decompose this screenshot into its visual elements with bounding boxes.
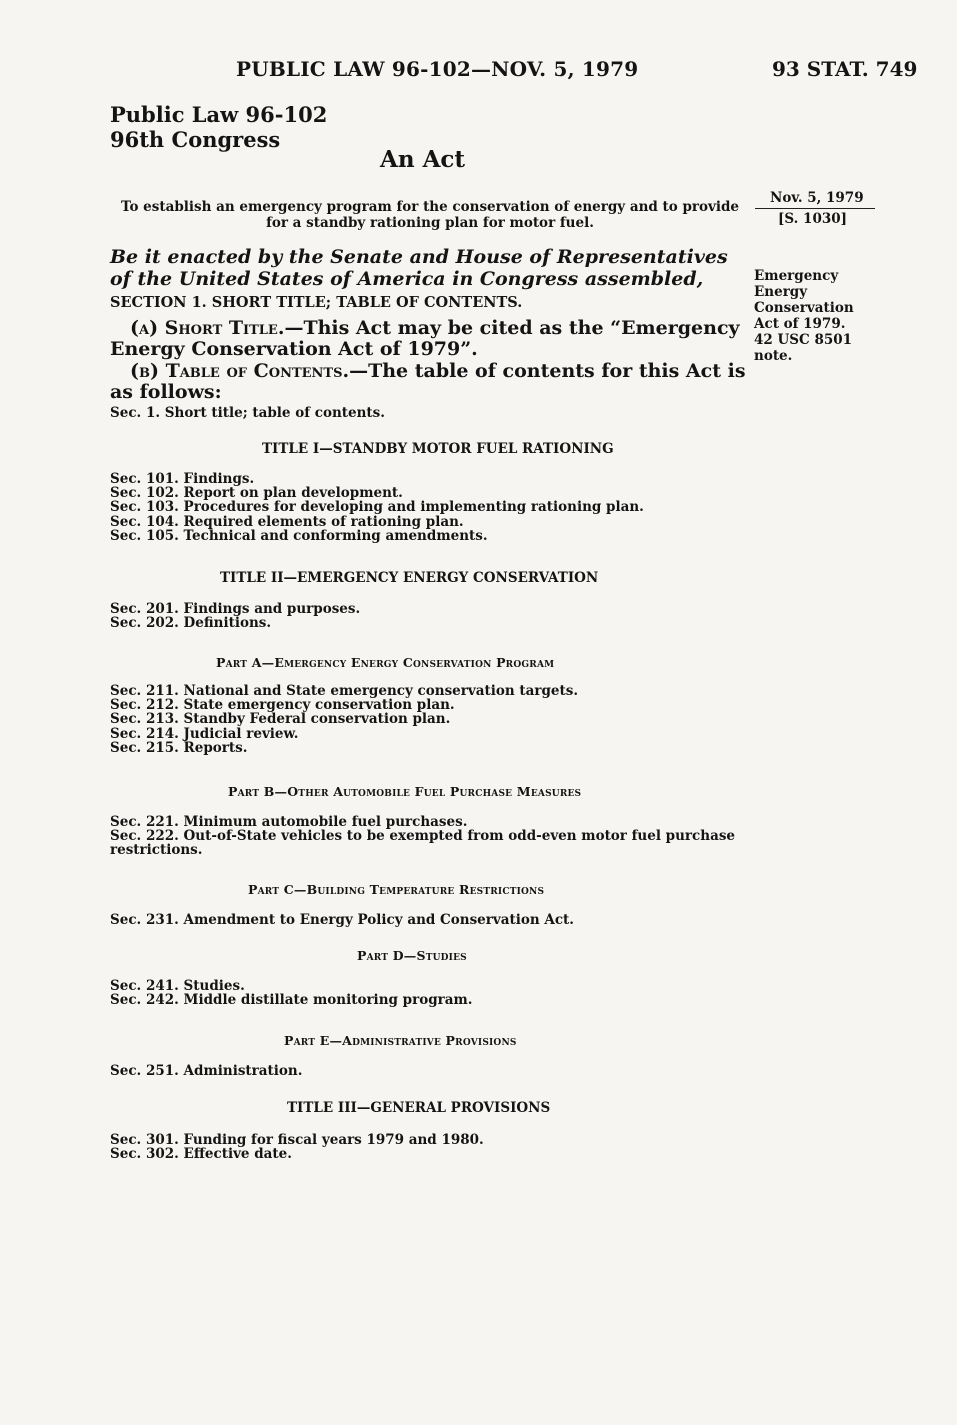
toc-section-number: Sec. 241. (110, 978, 179, 994)
toc-row (110, 741, 578, 755)
toc-row (110, 472, 644, 486)
toc-section-title: Studies. (183, 978, 245, 994)
toc-section-title: Funding for fiscal years 1979 and 1980. (183, 1132, 484, 1148)
margin-rule (755, 208, 875, 209)
toc-row (110, 616, 360, 630)
toc-section-number: Sec. 102. (110, 485, 179, 502)
toc-section-title: Required elements of rationing plan. (183, 513, 464, 530)
toc-section-number: Sec. 101. (110, 471, 179, 487)
toc-section-number: Sec. 211. (110, 683, 179, 699)
toc-row (110, 913, 574, 927)
section-1-heading: SECTION 1. SHORT TITLE; TABLE OF CONTENTS. (110, 294, 523, 311)
toc-section-number: Sec. 231. (110, 912, 179, 928)
purpose-line-1: To establish an emergency program for the conservation of energy and to provide (120, 199, 740, 215)
toc-section-title: Administration. (183, 1063, 303, 1079)
public-law-number: Public Law 96-102 (110, 102, 328, 127)
toc-row (110, 993, 473, 1007)
toc-section-number: Sec. 251. (110, 1063, 179, 1079)
margin-bill-number: [S. 1030] (778, 211, 848, 227)
toc-section-number: Sec. 213. (110, 711, 179, 728)
running-head: PUBLIC LAW 96-102—NOV. 5, 1979 (236, 57, 639, 81)
toc-part-a-heading: Part A—Emergency Energy Conservation Program (216, 655, 555, 670)
toc-section-number: Sec. 301. (110, 1132, 179, 1148)
toc-row (110, 406, 385, 420)
toc-section-number: Sec. 242. (110, 992, 179, 1009)
toc-section-title: Out-of-State vehicles to be exempted from odd-even motor fuel purchase restrictions. (110, 828, 736, 859)
toc-row (110, 500, 644, 514)
toc-section-number: Sec. 1. (110, 405, 161, 421)
toc-section-number: Sec. 202. (110, 615, 179, 632)
paragraph-short-title (110, 318, 750, 360)
toc-row (110, 515, 644, 529)
toc-section-title: Amendment to Energy Policy and Conservation Act. (183, 912, 574, 928)
toc-row (110, 727, 578, 741)
purpose-line-2: for a standby rationing plan for motor fuel. (266, 215, 594, 231)
margin-date: Nov. 5, 1979 (770, 190, 864, 206)
toc-intro-text: —The table of contents for this Act is as follows: (110, 360, 746, 403)
toc-intro-group (110, 406, 385, 420)
toc-section-title: Technical and conforming amendments. (183, 527, 488, 544)
toc-section-number: Sec. 212. (110, 697, 179, 714)
toc-section-title: Procedures for developing and implementing rationing plan. (183, 499, 644, 516)
toc-section-title: Judicial review. (183, 725, 299, 742)
toc-section-title: Minimum automobile fuel purchases. (183, 814, 468, 830)
toc-title-2-group (110, 602, 360, 630)
toc-section-title: Short title; table of contents. (164, 405, 385, 421)
toc-row (110, 529, 644, 543)
statute-page-number: 93 STAT. 749 (772, 57, 918, 81)
toc-section-number: Sec. 105. (110, 527, 179, 544)
toc-row (110, 979, 473, 993)
toc-row (110, 698, 578, 712)
toc-section-number: Sec. 104. (110, 513, 179, 530)
toc-section-title: Effective date. (183, 1146, 292, 1163)
toc-section-number: Sec. 215. (110, 739, 179, 756)
toc-row (110, 602, 360, 616)
short-title-label: (a) Short Title. (130, 317, 285, 339)
margin-short-title-note: Emergency Energy Conservation Act of 1979. 42 USC 8501 note. (754, 268, 854, 364)
act-title: An Act (380, 146, 466, 173)
toc-title-3-group (110, 1133, 484, 1161)
congress-label: 96th Congress (110, 127, 281, 152)
toc-section-number: Sec. 214. (110, 725, 179, 742)
toc-section-title: Findings and purposes. (183, 601, 361, 617)
toc-section-number: Sec. 221. (110, 814, 179, 830)
toc-section-number: Sec. 103. (110, 499, 179, 516)
toc-part-b-heading: Part B—Other Automobile Fuel Purchase Measures (228, 784, 582, 799)
toc-row (110, 1147, 484, 1161)
toc-title-3-heading: TITLE III—GENERAL PROVISIONS (287, 1100, 551, 1116)
toc-section-title: Standby Federal conservation plan. (183, 711, 451, 728)
paragraph-table-of-contents (110, 361, 750, 403)
toc-row (110, 1133, 484, 1147)
toc-row (110, 486, 644, 500)
toc-label: (b) Table of Contents. (130, 360, 350, 382)
toc-section-number: Sec. 222. (110, 828, 179, 845)
toc-section-title: Report on plan development. (183, 485, 403, 502)
toc-part-c-heading: Part C—Building Temperature Restrictions (248, 882, 545, 897)
toc-section-number: Sec. 302. (110, 1146, 179, 1163)
toc-part-a-group (110, 684, 578, 755)
toc-part-d-heading: Part D—Studies (357, 948, 467, 963)
toc-title-1-group (110, 472, 644, 543)
toc-row (110, 712, 578, 726)
toc-part-d-group (110, 979, 473, 1007)
toc-part-c-group (110, 913, 574, 927)
toc-section-title: Reports. (183, 739, 248, 756)
toc-row (110, 1064, 302, 1078)
toc-part-e-group (110, 1064, 302, 1078)
toc-title-2-heading: TITLE II—EMERGENCY ENERGY CONSERVATION (220, 570, 599, 586)
toc-row (110, 829, 750, 857)
toc-part-b-group (110, 815, 750, 858)
enacting-clause: Be it enacted by the Senate and House of Representatives of the United States of America in Congress assembled, (110, 246, 728, 290)
toc-section-title: Middle distillate monitoring program. (183, 992, 473, 1009)
toc-section-title: Definitions. (183, 615, 272, 632)
toc-section-number: Sec. 201. (110, 601, 179, 617)
toc-row (110, 684, 578, 698)
toc-section-title: National and State emergency conservation targets. (183, 683, 579, 699)
toc-row (110, 815, 750, 829)
toc-part-e-heading: Part E—Administrative Provisions (284, 1033, 517, 1048)
toc-section-title: Findings. (183, 471, 255, 487)
toc-title-1-heading: TITLE I—STANDBY MOTOR FUEL RATIONING (262, 441, 614, 457)
purpose-clause (110, 199, 750, 231)
toc-section-title: State emergency conservation plan. (183, 697, 455, 714)
short-title-text: —This Act may be cited as the “Emergency Energy Conservation Act of 1979”. (110, 317, 740, 360)
